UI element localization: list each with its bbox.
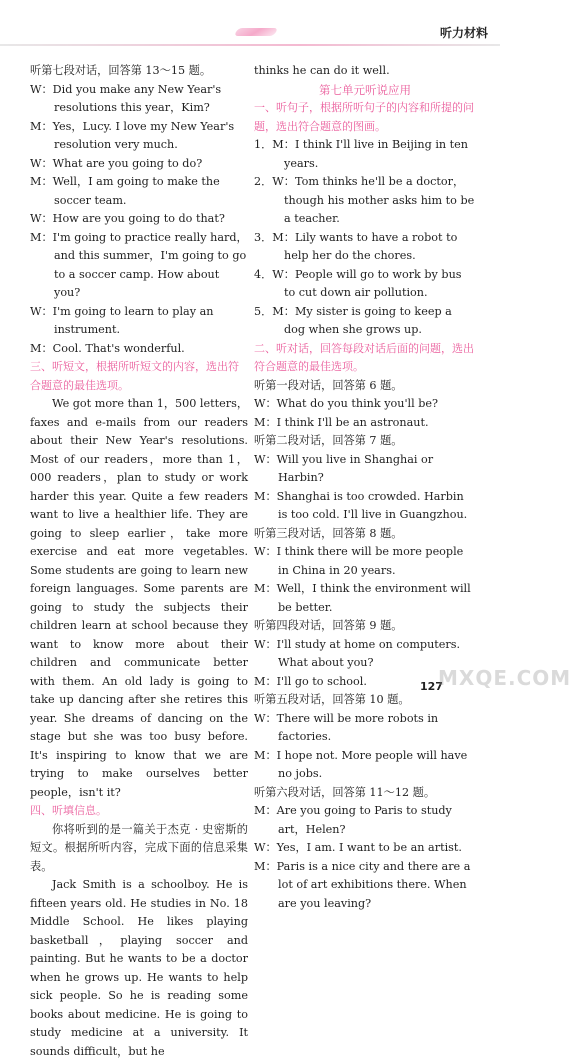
dialogue-intro: 听第七段对话，回答第 13～15 题。 (30, 64, 212, 77)
dialogue-line: W：I think there will be more people in China in 20 years. (254, 545, 464, 577)
header-decoration (234, 28, 279, 36)
dialogue-line: M：Yes，Lucy. I love my New Year's resolution very much. (30, 119, 235, 151)
section-heading-4: 四、听填信息。 (30, 804, 107, 817)
section-heading-3: 三、听短文，根据所听短文的内容，选出符合题意的最佳选项。 (30, 360, 239, 392)
dialogue-line: W：Will you live in Shanghai or Harbin? (254, 452, 434, 484)
dialogue-line: M：Shanghai is too crowded. Harbin is too cold. I'll live in Guangzhou. (254, 489, 468, 521)
dialogue-intro: 听第五段对话，回答第 10 题。 (254, 693, 410, 706)
dialogue-line: M：Paris is a nice city and there are a lot of art exhibitions there. When are you leaving? (254, 859, 471, 910)
left-column (30, 62, 248, 1061)
sentence-item: 2．W：Tom thinks he'll be a doctor，though his mother asks him to be a teacher. (254, 175, 475, 225)
dialogue-intro: 听第二段对话，回答第 7 题。 (254, 434, 403, 447)
dialogue-line: W：I'll study at home on computers. What about you? (254, 637, 461, 669)
dialogue-intro: 听第六段对话，回答第 11～12 题。 (254, 785, 436, 799)
page-header (0, 0, 500, 50)
dialogue-line: M：Well，I am going to make the soccer team. (30, 175, 220, 207)
sentence-item: 3．M：Lily wants to have a robot to help her do the chores. (254, 230, 458, 262)
dialogue-line: M：I hope not. More people will have no jobs. (254, 748, 468, 780)
dialogue-line: M：I'll go to school. (254, 674, 367, 688)
sentence-item: 4．W：People will go to work by bus to cut down air pollution. (254, 267, 462, 299)
dialogue-line: M：Well，I think the environment will be better. (254, 582, 471, 614)
dialogue-line: W：I'm going to learn to play an instrument. (30, 304, 214, 336)
right-column (254, 62, 476, 913)
passage-text-2: Jack Smith is a schoolboy. He is fifteen years old. He studies in No. 18 Middle School. He likes playing basketball，playing soccer and painting. But he wants to be a doctor when he grows up. He wants to help sick people. So he is reading some books about medicine. He is going to study medicine at a university. It sounds difficult，but he (30, 878, 248, 1058)
dialogue-line: W：Yes，I am. I want to be an artist. (254, 841, 462, 854)
watermark: MXQE.COM (438, 666, 571, 690)
header-rule (0, 44, 500, 46)
section-heading-1: 一、听句子，根据所听句子的内容和所提的问题，选出符合题意的图画。 (254, 101, 474, 133)
dialogue-line: W：What are you going to do? (30, 156, 203, 170)
dialogue-line: M：Are you going to Paris to study art，Helen? (254, 804, 452, 836)
dialogue-line: W：What do you think you'll be? (254, 397, 439, 410)
dialogue-line: M：I'm going to practice really hard，and this summer，I'm going to go to a soccer camp. How about you? (30, 230, 248, 299)
passage-text: We got more than 1，500 letters，faxes and e-mails from our readers about their New Year's resolutions. Most of our readers，more than 1，000 readers，plan to study or work harder this year. Quite a few readers want to live a healthier life. They are going to sleep earlier，take more exercise and eat more vegetables. Some students are going to learn new foreign languages. Some parents are going to study the subjects their children learn at school because they want to know more about their children and communicate better with them. An old lady is going to take up dancing after she retires this year. She dreams of dancing on the stage but she was too busy before. It's inspiring to know that we are trying to make ourselves better people，isn't it? (30, 397, 249, 799)
dialogue-line: W：How are you going to do that? (30, 212, 225, 225)
dialogue-intro: 听第三段对话，回答第 8 题。 (254, 526, 403, 540)
passage-continued: thinks he can do it well. (254, 64, 390, 77)
header-title: 听力材料 (439, 26, 488, 40)
unit-title: 第七单元听说应用 (319, 82, 411, 97)
page-number: 127 (420, 680, 443, 693)
sentence-item: 5．M：My sister is going to keep a dog when she grows up. (254, 304, 452, 336)
dialogue-line: W：Did you make any New Year's resolutions this year，Kim? (30, 82, 222, 114)
dialogue-line: M：I think I'll be an astronaut. (254, 415, 429, 429)
sentence-item: 1．M：I think I'll live in Beijing in ten years. (254, 138, 468, 170)
dialogue-line: W：There will be more robots in factories. (254, 711, 439, 743)
dialogue-line: M：Cool. That's wonderful. (30, 341, 185, 355)
section-instruction: 你将听到的是一篇关于杰克 · 史密斯的短文。根据所听内容，完成下面的信息采集表。 (30, 822, 248, 873)
section-heading-2: 二、听对话，回答每段对话后面的问题，选出符合题意的最佳选项。 (254, 341, 474, 373)
dialogue-intro: 听第一段对话，回答第 6 题。 (254, 378, 403, 392)
dialogue-intro: 听第四段对话，回答第 9 题。 (254, 619, 403, 632)
